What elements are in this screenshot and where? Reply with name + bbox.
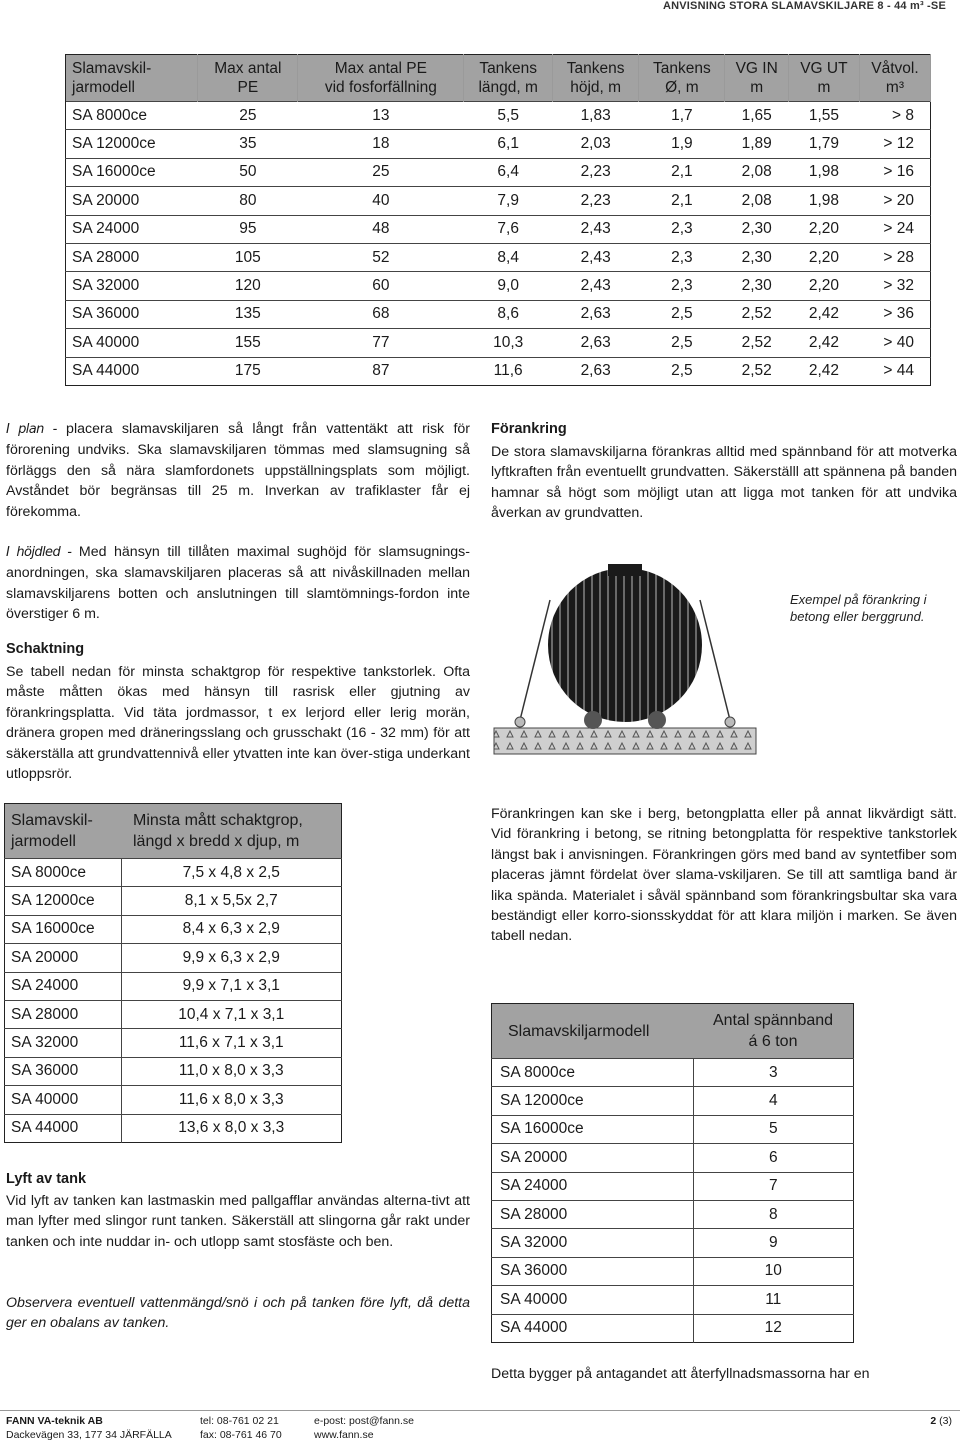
table-cell: SA 28000 <box>66 243 198 271</box>
footer-rule <box>0 1410 960 1411</box>
table-row <box>492 1286 854 1314</box>
table-cell: > 12 <box>859 130 930 158</box>
anchoring-text: De stora slamavskiljarna förankras alltid med spännband för att motverka lyftkraften från eventuellt grundvatten. Säkerställl att spännena på banden hamnar så högt som möjligt utan att ligga mot tanken för att undvika åverkan av grundvatten. <box>491 444 957 522</box>
table-cell: 8,4 <box>464 243 553 271</box>
table-cell: 1,98 <box>788 187 859 215</box>
table-cell: SA 24000 <box>5 972 122 1000</box>
table-cell: 2,3 <box>639 272 725 300</box>
anchoring-details-text: Förankringen kan ske i berg, betongplatta eller på annat likvärdigt sätt. Vid förankring i betong, se ritning betongplatta för respektive tankstorlek längst bak i anvisningen. Förankringen görs med band av syntetfiber som placeras jämnt fördelat över slama-vskiljaren. Se till att samtliga band är lika spända. Materialet i såväl spännband som förankringsbultar ska vara beständigt eller korro-sionsskyddat för att klara miljön i marken. Se även tabell nedan. <box>491 806 957 945</box>
table-cell: 2,5 <box>639 300 725 328</box>
table-cell: 5 <box>693 1115 854 1143</box>
table-cell: 105 <box>198 243 298 271</box>
table-cell: > 28 <box>859 243 930 271</box>
table-row <box>492 1059 854 1087</box>
height-paragraph <box>6 542 470 625</box>
table-cell: SA 36000 <box>5 1057 122 1085</box>
footer-email[interactable]: e-post: post@fann.se <box>314 1415 414 1427</box>
table-row <box>5 1057 342 1085</box>
table-cell: > 32 <box>859 272 930 300</box>
column-header-line: jarmodell <box>72 79 135 96</box>
table-cell: > 24 <box>859 215 930 243</box>
table-cell: 8,4 x 6,3 x 2,9 <box>121 915 342 943</box>
table-cell: SA 36000 <box>66 300 198 328</box>
table-cell: SA 32000 <box>492 1229 694 1257</box>
table-cell: 2,43 <box>553 243 639 271</box>
column-header <box>693 1004 854 1059</box>
table-cell: SA 8000ce <box>66 102 198 130</box>
table-cell: 2,52 <box>725 300 788 328</box>
table-cell: 10 <box>693 1257 854 1285</box>
column-header-line: Minsta mått schaktgrop, <box>133 812 303 829</box>
table-cell: 9,0 <box>464 272 553 300</box>
table-row <box>492 1314 854 1342</box>
table-cell: 120 <box>198 272 298 300</box>
table-cell: 35 <box>198 130 298 158</box>
column-header <box>553 55 639 102</box>
table-cell: 6 <box>693 1144 854 1172</box>
table-cell: SA 44000 <box>492 1314 694 1342</box>
table-cell: 2,23 <box>553 158 639 186</box>
table-row <box>5 1000 342 1028</box>
table-cell: 9,9 x 6,3 x 2,9 <box>121 944 342 972</box>
table-cell: 77 <box>298 329 464 357</box>
document-header-title: ANVISNING STORA SLAMAVSKILJARE 8 - 44 m³ -SE <box>662 0 946 12</box>
table-cell: 25 <box>298 158 464 186</box>
table-cell: 2,52 <box>725 329 788 357</box>
tank-spec-header-row <box>66 55 931 102</box>
table-cell: SA 40000 <box>66 329 198 357</box>
table-cell: 8 <box>693 1200 854 1228</box>
table-cell: 2,52 <box>725 357 788 385</box>
footer-fax: fax: 08-761 46 70 <box>200 1429 282 1441</box>
table-cell: SA 44000 <box>66 357 198 385</box>
table-cell: 12 <box>693 1314 854 1342</box>
table-cell: 2,20 <box>788 272 859 300</box>
table-row <box>66 243 931 271</box>
table-row <box>5 887 342 915</box>
table-row <box>492 1200 854 1228</box>
table-cell: SA 12000ce <box>492 1087 694 1115</box>
tank-spec-table <box>65 54 931 386</box>
table-row <box>5 915 342 943</box>
column-header <box>121 804 342 859</box>
table-cell: 52 <box>298 243 464 271</box>
column-header-line: Tankens <box>566 60 625 77</box>
table-cell: 68 <box>298 300 464 328</box>
table-cell: > 20 <box>859 187 930 215</box>
footer-tel: tel: 08-761 02 21 <box>200 1415 279 1427</box>
strap-count-table <box>491 1003 854 1343</box>
table-cell: 11,6 <box>464 357 553 385</box>
table-cell: 8,1 x 5,5x 2,7 <box>121 887 342 915</box>
column-header-line: Max antal PE <box>334 60 427 77</box>
table-cell: 11 <box>693 1286 854 1314</box>
page-total: (3) <box>939 1415 952 1427</box>
lift-heading: Lyft av tank <box>6 1171 87 1187</box>
excavation-body <box>5 859 342 1143</box>
table-cell: 10,3 <box>464 329 553 357</box>
table-cell: SA 20000 <box>492 1144 694 1172</box>
footer-address: Dackevägen 33, 177 34 JÄRFÄLLA <box>6 1429 172 1441</box>
table-cell: 155 <box>198 329 298 357</box>
table-row <box>5 1029 342 1057</box>
table-cell: 2,08 <box>725 187 788 215</box>
table-row <box>66 102 931 130</box>
table-cell: 1,65 <box>725 102 788 130</box>
footer-web[interactable]: www.fann.se <box>314 1429 374 1441</box>
column-header-line: Ø, m <box>665 79 699 96</box>
column-header-line: m³ <box>885 79 904 96</box>
table-cell: 2,1 <box>639 158 725 186</box>
table-cell: SA 24000 <box>492 1172 694 1200</box>
table-cell: 1,98 <box>788 158 859 186</box>
page-number <box>930 1414 952 1428</box>
table-cell: 2,3 <box>639 243 725 271</box>
table-cell: 11,6 x 8,0 x 3,3 <box>121 1086 342 1114</box>
column-header-line: VG IN <box>735 60 778 77</box>
column-header <box>492 1004 694 1059</box>
table-cell: 175 <box>198 357 298 385</box>
table-cell: > 16 <box>859 158 930 186</box>
table-cell: 5,5 <box>464 102 553 130</box>
table-cell: 9 <box>693 1229 854 1257</box>
footer-web-block <box>314 1414 414 1442</box>
table-row <box>66 215 931 243</box>
column-header-line: VG UT <box>800 60 848 77</box>
table-cell: 2,08 <box>725 158 788 186</box>
table-cell: 2,1 <box>639 187 725 215</box>
column-header-line: PE <box>237 79 259 96</box>
table-cell: 1,7 <box>639 102 725 130</box>
table-cell: SA 28000 <box>492 1200 694 1228</box>
table-row <box>66 187 931 215</box>
column-header-line: Slamavskiljarmodell <box>508 1022 650 1040</box>
excavation-text: Se tabell nedan för minsta schaktgrop för respektive tankstorlek. Ofta måste måtten ökas med hänsyn till rasrisk eller gjutning av förankringsplatta. Vid täta jordmassor, t ex lerjord eller lerig morän, dränera gropen med dräneringsslang och grusschakt (16 - 32 mm) för att säkerställa att grundvattennivå eller ytvatten inte kan över-stiga underkant utloppsrör. <box>6 664 470 783</box>
table-row <box>492 1115 854 1143</box>
table-cell: 2,3 <box>639 215 725 243</box>
table-cell: 7,5 x 4,8 x 2,5 <box>121 859 342 887</box>
table-cell: SA 20000 <box>5 944 122 972</box>
table-row <box>5 1114 342 1142</box>
table-cell: 4 <box>693 1087 854 1115</box>
column-header <box>725 55 788 102</box>
column-header <box>198 55 298 102</box>
table-cell: 6,4 <box>464 158 553 186</box>
column-header <box>639 55 725 102</box>
table-cell: 7,6 <box>464 215 553 243</box>
column-header-line: längd x bredd x djup, m <box>133 833 300 850</box>
table-cell: 2,63 <box>553 300 639 328</box>
column-header-line: Tankens <box>479 60 538 77</box>
table-cell: SA 32000 <box>66 272 198 300</box>
column-header-line: Slamavskil- <box>72 60 152 77</box>
table-row <box>66 130 931 158</box>
table-row <box>5 1086 342 1114</box>
table-cell: 1,89 <box>725 130 788 158</box>
table-cell: 2,20 <box>788 215 859 243</box>
table-cell: > 40 <box>859 329 930 357</box>
column-header-line: Slamavskil- <box>11 812 93 829</box>
table-cell: SA 32000 <box>5 1029 122 1057</box>
table-cell: 18 <box>298 130 464 158</box>
strap-count-header-row <box>492 1004 854 1059</box>
table-cell: 13 <box>298 102 464 130</box>
column-header <box>464 55 553 102</box>
plan-lead: I plan - <box>6 422 57 437</box>
table-cell: 7,9 <box>464 187 553 215</box>
column-header-line: jarmodell <box>11 833 76 850</box>
table-cell: 50 <box>198 158 298 186</box>
table-cell: 2,30 <box>725 272 788 300</box>
table-cell: 11,0 x 8,0 x 3,3 <box>121 1057 342 1085</box>
table-cell: SA 12000ce <box>5 887 122 915</box>
table-cell: 13,6 x 8,0 x 3,3 <box>121 1114 342 1142</box>
column-header-line: Max antal <box>214 60 282 77</box>
column-header <box>859 55 930 102</box>
table-cell: 10,4 x 7,1 x 3,1 <box>121 1000 342 1028</box>
tank-anchoring-illustration <box>490 560 760 760</box>
table-row <box>492 1172 854 1200</box>
table-row <box>492 1144 854 1172</box>
table-row <box>492 1087 854 1115</box>
plan-text: placera slamavskiljaren så långt från vattentäkt att risk för förorening undviks. Ska slamavskiljaren tömmas med slamsugning så förläggs den så nära slamfordonets uppställningsplats som möjligt. Avståndet bör begränsas till 25 m. Inverkan av trafiklaster får ej förekomma. <box>6 421 471 520</box>
table-cell: SA 20000 <box>66 187 198 215</box>
excavation-header-row <box>5 804 342 859</box>
page-current: 2 <box>930 1415 937 1427</box>
column-header <box>66 55 198 102</box>
column-header-line: vid fosforfällning <box>324 79 437 96</box>
illustration-caption: Exempel på förankring i betong eller berggrund. <box>790 592 927 624</box>
table-cell: 25 <box>198 102 298 130</box>
table-cell: SA 16000ce <box>5 915 122 943</box>
column-header-line: m <box>750 79 764 96</box>
height-text: Med hänsyn till tillåten maximal sughöjd för slamsugnings-anordningen, ska slamavskiljaren placeras så att nivåskillnaden mellan slamavskiljarens botten och anslutningen till slamtömnings-fordon inte överstiger 6 m. <box>6 544 470 623</box>
tank-spec-body <box>66 102 931 386</box>
table-cell: 2,43 <box>553 272 639 300</box>
table-cell: SA 44000 <box>5 1114 122 1142</box>
table-cell: 87 <box>298 357 464 385</box>
table-cell: > 8 <box>859 102 930 130</box>
footer-company: FANN VA-teknik AB <box>6 1415 103 1427</box>
column-header <box>5 804 122 859</box>
table-cell: 7 <box>693 1172 854 1200</box>
column-header-line: Våtvol. <box>871 60 919 77</box>
table-row <box>66 357 931 385</box>
table-cell: 2,42 <box>788 300 859 328</box>
table-cell: SA 40000 <box>5 1086 122 1114</box>
column-header-line: Antal spännband <box>712 1012 834 1029</box>
table-cell: 95 <box>198 215 298 243</box>
backfill-text: Detta bygger på antagandet att återfyllnadsmassorna har en <box>491 1366 870 1382</box>
column-header <box>298 55 464 102</box>
table-cell: 9,9 x 7,1 x 3,1 <box>121 972 342 1000</box>
table-cell: 2,23 <box>553 187 639 215</box>
table-cell: 6,1 <box>464 130 553 158</box>
table-cell: SA 16000ce <box>66 158 198 186</box>
table-cell: > 44 <box>859 357 930 385</box>
table-cell: SA 36000 <box>492 1257 694 1285</box>
table-cell: SA 8000ce <box>5 859 122 887</box>
table-row <box>66 300 931 328</box>
table-cell: 2,30 <box>725 215 788 243</box>
table-cell: 2,5 <box>639 329 725 357</box>
table-row <box>492 1229 854 1257</box>
table-cell: 8,6 <box>464 300 553 328</box>
table-cell: 135 <box>198 300 298 328</box>
table-cell: 2,42 <box>788 329 859 357</box>
table-cell: 1,79 <box>788 130 859 158</box>
table-row <box>5 859 342 887</box>
table-row <box>66 158 931 186</box>
column-header-line: á 6 ton <box>748 1033 798 1050</box>
table-cell: SA 16000ce <box>492 1115 694 1143</box>
footer-phone-block <box>200 1414 282 1442</box>
column-header-line: höjd, m <box>570 79 622 96</box>
table-row <box>5 972 342 1000</box>
table-cell: 11,6 x 7,1 x 3,1 <box>121 1029 342 1057</box>
table-cell: 1,9 <box>639 130 725 158</box>
table-cell: 2,43 <box>553 215 639 243</box>
table-cell: 3 <box>693 1059 854 1087</box>
lift-text: Vid lyft av tanken kan lastmaskin med pallgafflar användas alterna-tivt att man lyfter med slingor runt tanken. Säkerställ att slingorna går rakt under tanken och inte nuddar in- och utlopp samt stosfäste och ben. <box>6 1193 470 1250</box>
table-cell: SA 8000ce <box>492 1059 694 1087</box>
table-row <box>66 329 931 357</box>
lift-note: Observera eventuell vattenmängd/snö i och på tanken före lyft, då detta ger en obalans av tanken. <box>6 1295 470 1332</box>
table-cell: 60 <box>298 272 464 300</box>
plan-paragraph <box>6 419 470 522</box>
table-cell: 2,03 <box>553 130 639 158</box>
table-cell: SA 12000ce <box>66 130 198 158</box>
table-cell: 80 <box>198 187 298 215</box>
table-cell: 1,55 <box>788 102 859 130</box>
table-cell: 1,83 <box>553 102 639 130</box>
table-cell: SA 24000 <box>66 215 198 243</box>
column-header-line: längd, m <box>478 79 538 96</box>
table-cell: 2,63 <box>553 357 639 385</box>
table-cell: > 36 <box>859 300 930 328</box>
table-cell: 2,30 <box>725 243 788 271</box>
excavation-table <box>4 803 342 1143</box>
table-cell: SA 40000 <box>492 1286 694 1314</box>
table-row <box>5 944 342 972</box>
table-cell: 2,20 <box>788 243 859 271</box>
column-header-line: m <box>817 79 831 96</box>
table-cell: 2,5 <box>639 357 725 385</box>
footer-company-block <box>6 1414 172 1442</box>
excavation-heading: Schaktning <box>6 641 85 657</box>
anchoring-heading: Förankring <box>491 421 567 437</box>
table-row <box>66 272 931 300</box>
table-cell: 40 <box>298 187 464 215</box>
table-cell: 48 <box>298 215 464 243</box>
table-cell: 2,63 <box>553 329 639 357</box>
table-cell: 2,42 <box>788 357 859 385</box>
height-lead: I höjdled - <box>6 545 72 560</box>
strap-count-body <box>492 1059 854 1343</box>
column-header <box>788 55 859 102</box>
table-cell: SA 28000 <box>5 1000 122 1028</box>
column-header-line: Tankens <box>653 60 711 77</box>
table-row <box>492 1257 854 1285</box>
